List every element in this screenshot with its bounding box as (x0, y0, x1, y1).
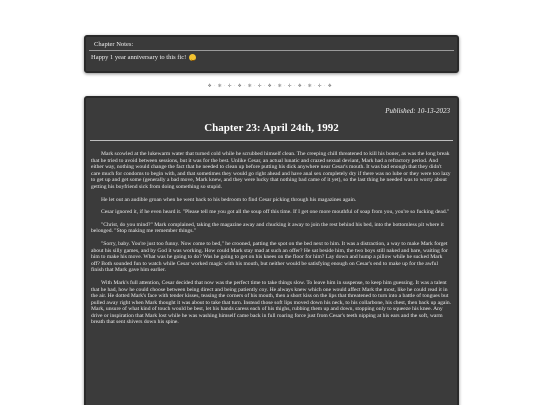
paragraph: "Christ, do you mind?" Mark complained, taking the magazine away and chucking it away to join the rest behind his bed, into the bottomless pit where it belonged. "Stop making me remember things." (91, 221, 444, 235)
chapter-notes-box (84, 35, 459, 73)
chapter-box (84, 96, 459, 405)
paragraph: Cesar ignored it, if he even heard it. "Please tell me you got all the soup off this time. If I get one more mouthful of soap from you, you're so fucking dead." (101, 209, 450, 216)
paragraph: He let out an audible groan when he went back to his bedroom to find Cesar picking through his magazines again. (101, 196, 357, 203)
ornamental-divider: ❖ · ✻ · ✢ · ❖ · ✻ · ✢ · ❖ · ✻ · ✢ · ❖ · ✻ · ✢ · ❖ (207, 83, 333, 88)
chapter-notes-title: Chapter Notes: (89, 37, 454, 51)
chapter-title: Chapter 23: April 24th, 1992 (204, 122, 339, 134)
chapter-notes-body (86, 51, 457, 64)
smile-icon (189, 54, 196, 61)
title-divider (90, 140, 453, 141)
paragraph: Mark scowled at the lukewarm water that turned cold while he scrubbed himself clean. The creeping chill threatened to kill his boner, as was the long break that he tried to avoid between sessions, but it was for the best. Unlike Cesar, an actual lunatic and crazed sexual deviant, Mark had a refractory period. And either way, nothing would change the fact that he needed to clean up before putting his dick anywhere near Cesar's mouth. It was bad enough that they didn't care much for condoms to begin with, and that sometimes they would go right ahead and have anal sex completely dry if there was no lube or they were too lazy to get up and get some (generally a bad move, Mark knew, and they were lucky that nothing bad came of it yet), so the last thing he needed was to worry about getting his boyfriend sick from doing something so stupid. (91, 151, 451, 190)
paragraph: "Sorry, baby. You're just too funny. Now come to bed," he crooned, patting the spot on the bed next to him. It was a distraction, a way to make Mark forget about his silly games, and by God it was working. How could Mark stay mad at such an offer? He sat beside him, the two boys still naked and bare, waiting for him to make his move. What was he going to do? Was he going to get on his knees on the floor for him? Lay down and hump a pillow while he sucked Mark off? Both sounded fun to watch while Cesar worked magic with his mouth, but neither would be satisfying enough on Cesar's end to make up for the awful finish that Mark gave him earlier. (91, 240, 448, 274)
paragraph: With Mark's full attention, Cesar decided that now was the perfect time to take things slow. To leave him in suspense, to keep him guessing. It was a talent that he had, how he could choose between being direct and being patiently coy. He always knew which one would affect Mark the most, like he could read it in the air. He dotted Mark's face with tender kisses, teasing the corners of his mouth, then a short kiss on the lips that threatened to turn into a battle of tongues but pulled away right when Mark thought it was about to take that turn. Instead those soft lips moved down his neck, to his collarbone, his chest, then back up again. Mark, unsure of what kind of touch would be best, let his hands caress each of his thighs, rubbing them up and down, stopping only to squeeze his knee. Any drive or inspiration that Mark lost while he was washing himself came back in full roaring force just from Cesar's teeth nipping at his ears and the soft, warm breath that sent shivers down his spine. (91, 279, 452, 326)
chapter-text (86, 151, 457, 326)
chapter-notes-text: Happy 1 year anniversary to this fic! (91, 54, 187, 61)
published-date: Published: 10-13-2023 (385, 107, 450, 115)
